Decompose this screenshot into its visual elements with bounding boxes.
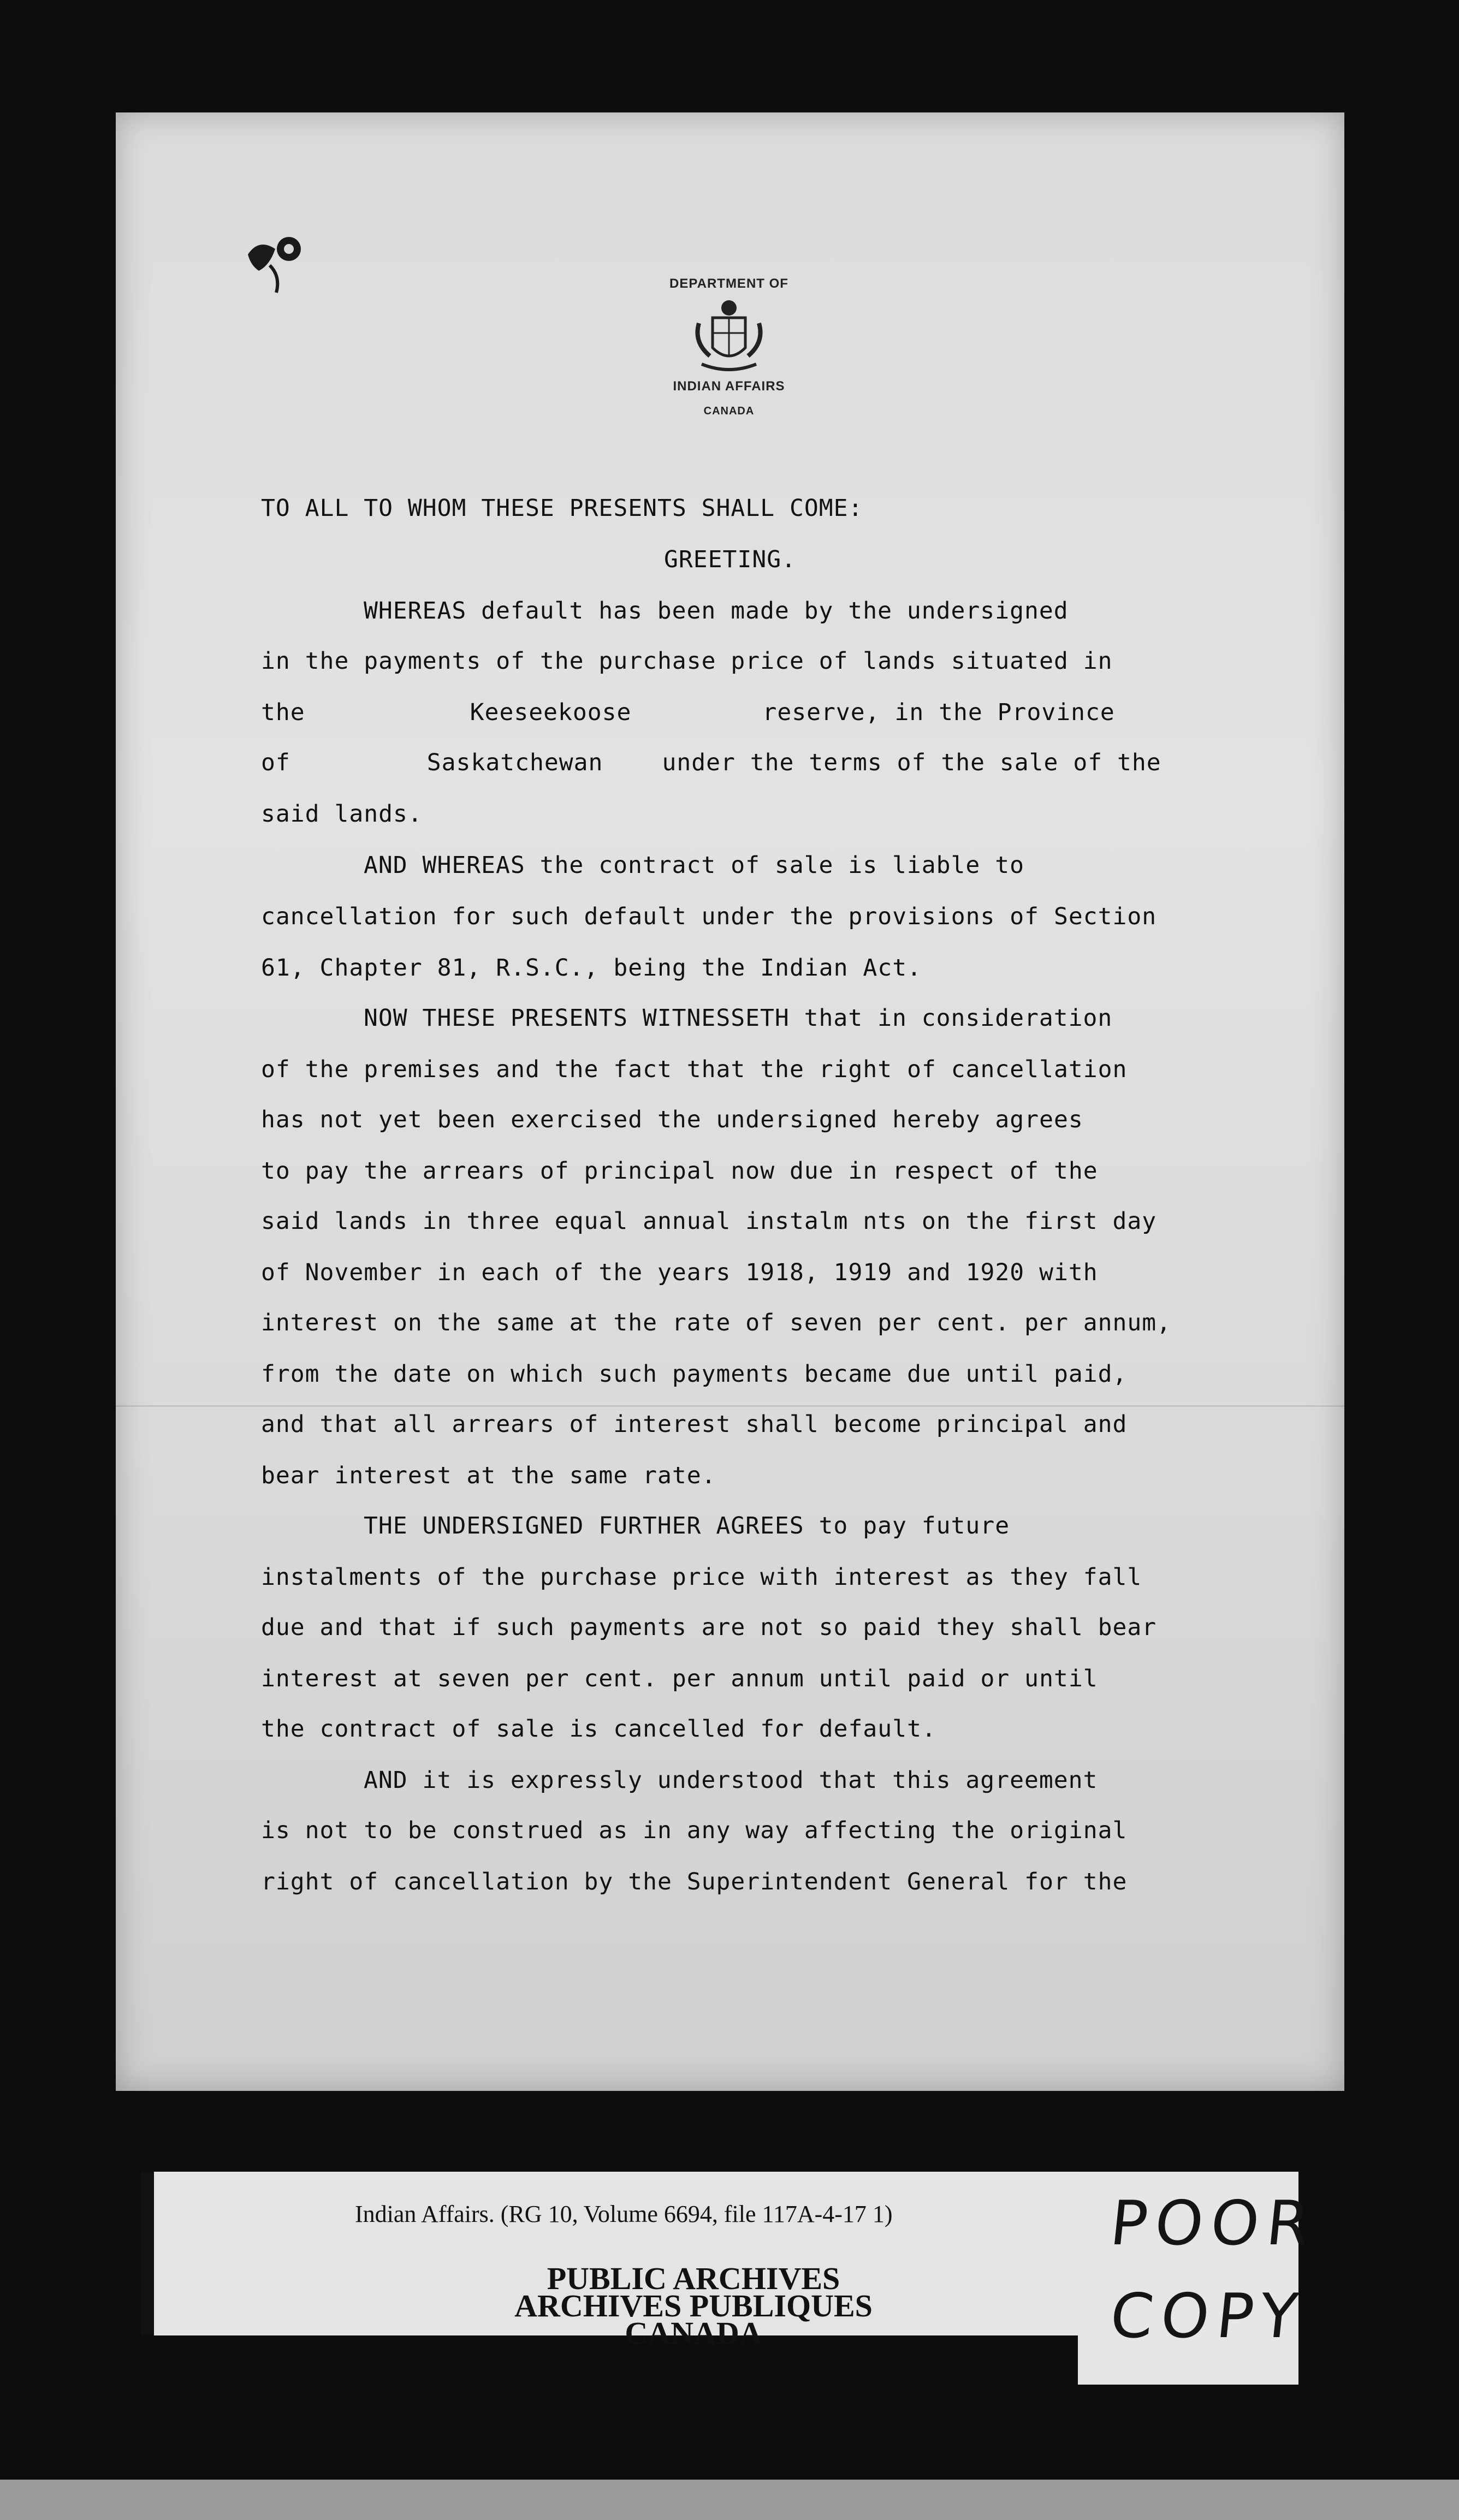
archive-line-1: PUBLIC ARCHIVES (547, 2261, 840, 2296)
archive-line-3: CANADA (625, 2315, 762, 2351)
ink-blot (237, 233, 313, 298)
p3-line-10: bear interest at the same rate. (261, 1462, 716, 1489)
p3-line-9: and that all arrears of interest shall become principal and (261, 1411, 1128, 1438)
p5-line-2: is not to be construed as in any way affecting the original (261, 1817, 1128, 1844)
handwritten-line-1: POOR (1107, 2188, 1321, 2259)
p4-line-2: instalments of the purchase price with interest as they fall (261, 1564, 1142, 1591)
p1-line-3: the Keeseekoose reserve, in the Province (261, 699, 1115, 726)
p3-line-8: from the date on which such payments became due until paid, (261, 1360, 1128, 1388)
p1-line-4: of Saskatchewan under the terms of the sale of the (261, 749, 1161, 776)
p3-line-3: has not yet been exercised the undersigned hereby agrees (261, 1106, 1083, 1133)
coat-of-arms-icon (688, 296, 770, 378)
p2-line-1: AND WHEREAS the contract of sale is liable to (364, 852, 1024, 879)
seal-bottom-text: INDIAN AFFAIRS (673, 379, 785, 394)
archive-reference: Indian Affairs. (RG 10, Volume 6694, file 117A-4-17 1) (355, 2201, 893, 2227)
address-line: TO ALL TO WHOM THESE PRESENTS SHALL COME: (261, 495, 863, 522)
p1-line-5: said lands. (261, 800, 423, 828)
p1-line-2: in the payments of the purchase price of lands situated in (261, 647, 1113, 675)
p5-line-3: right of cancellation by the Superintendent General for the (261, 1868, 1128, 1895)
p3-line-4: to pay the arrears of principal now due in respect of the (261, 1157, 1098, 1185)
p2-line-3: 61, Chapter 81, R.S.C., being the Indian Act. (261, 954, 922, 982)
film-edge (0, 2480, 1459, 2520)
greeting-line: GREETING. (664, 546, 796, 573)
archive-line-2: ARCHIVES PUBLIQUES (514, 2288, 873, 2323)
reserve-name: Keeseekoose (470, 699, 632, 726)
p4-line-3: due and that if such payments are not so paid they shall bear (261, 1614, 1157, 1641)
p3-line-5: said lands in three equal annual instalm nts on the first day (261, 1208, 1157, 1235)
province-name: Saskatchewan (426, 749, 603, 776)
p3-line-7: interest on the same at the rate of seven per cent. per annum, (261, 1309, 1172, 1336)
p3-line-1: NOW THESE PRESENTS WITNESSETH that in consideration (364, 1005, 1113, 1032)
p4-line-5: the contract of sale is cancelled for default. (261, 1715, 936, 1743)
p3-line-6: of November in each of the years 1918, 1919 and 1920 with (261, 1259, 1098, 1286)
fold-line (116, 1405, 1344, 1407)
p5-line-1: AND it is expressly understood that this agreement (364, 1767, 1098, 1794)
p2-line-2: cancellation for such default under the provisions of Section (261, 903, 1157, 930)
seal-top-text: DEPARTMENT OF (669, 276, 788, 291)
p4-line-1: THE UNDERSIGNED FURTHER AGREES to pay future (364, 1512, 1010, 1540)
document-page (116, 112, 1344, 2091)
p1-line-1: WHEREAS default has been made by the undersigned (364, 597, 1069, 625)
p4-line-4: interest at seven per cent. per annum until paid or until (261, 1665, 1098, 1692)
p3-line-2: of the premises and the fact that the right of cancellation (261, 1056, 1128, 1083)
poor-copy-card (1078, 2172, 1321, 2385)
department-seal (655, 276, 803, 451)
handwritten-line-2: COPY (1107, 2281, 1309, 2352)
seal-country-text: CANADA (703, 405, 755, 417)
